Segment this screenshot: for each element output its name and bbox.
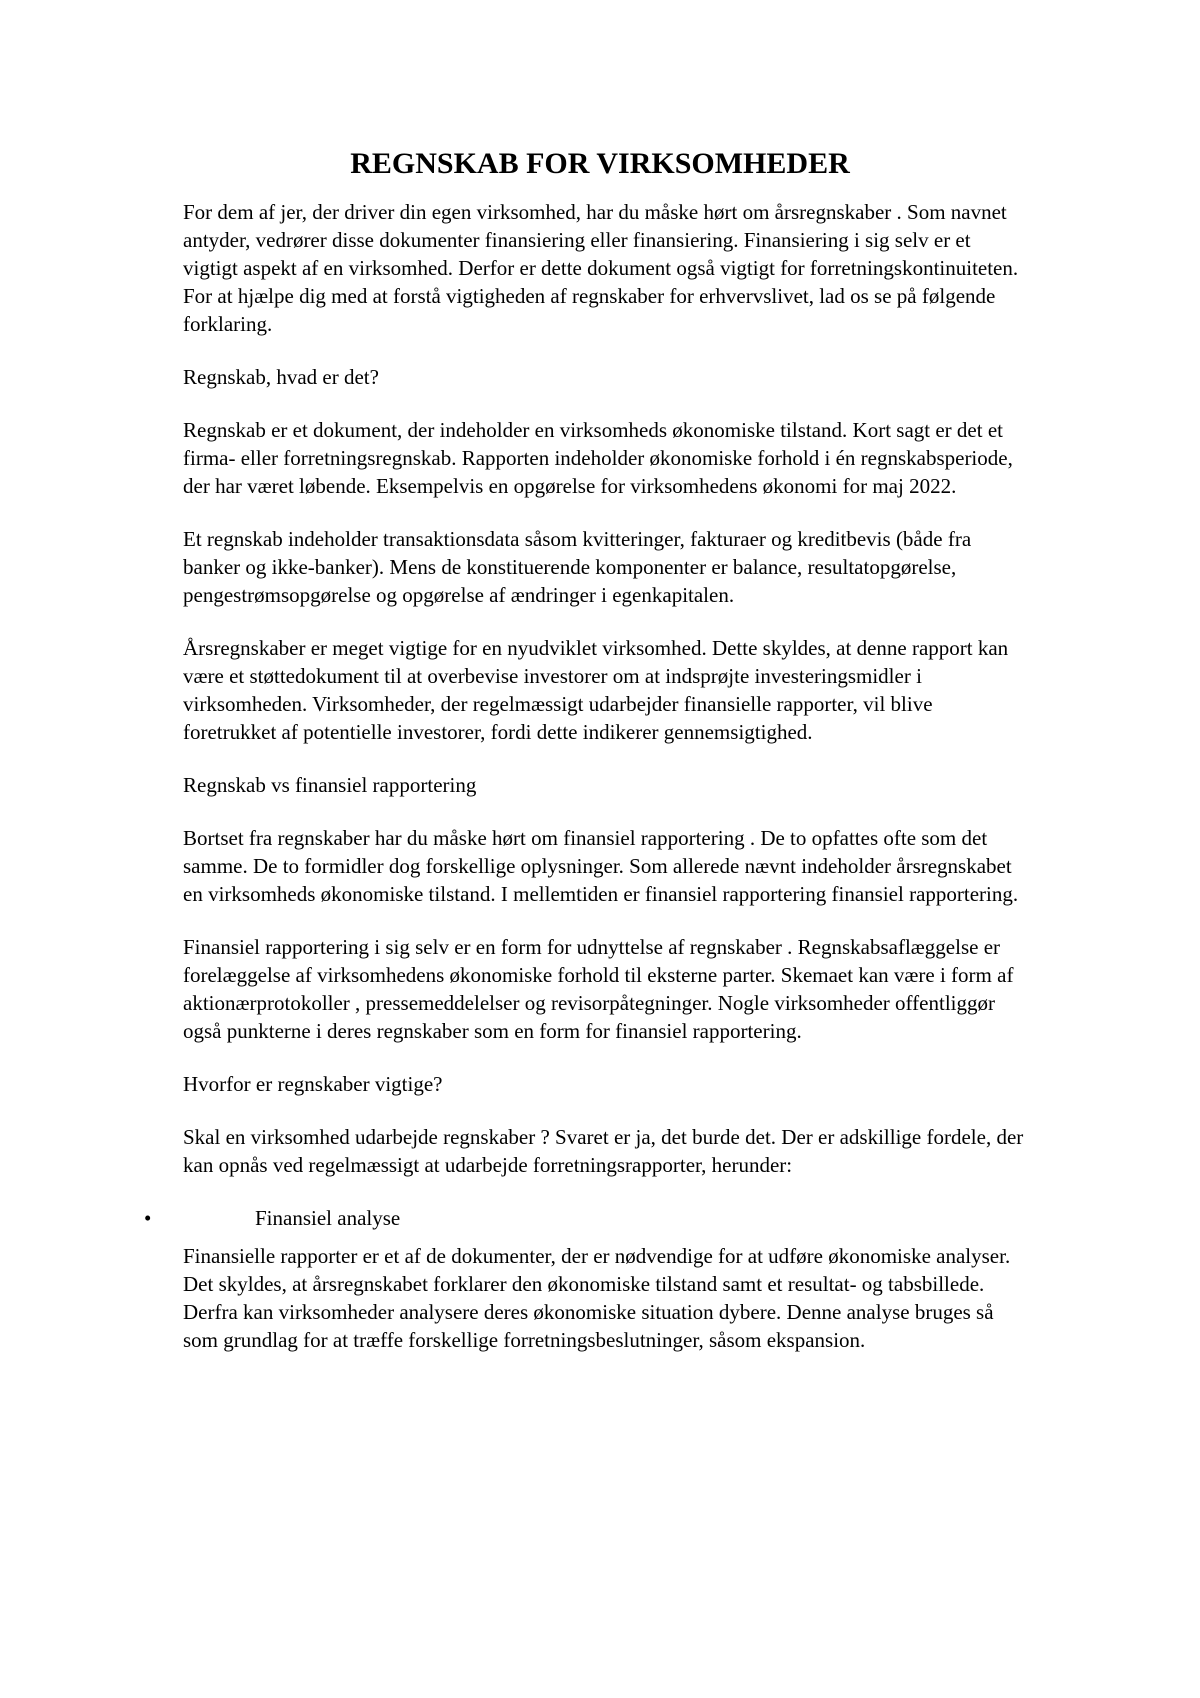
bullet-dot-icon: • [144,1206,152,1230]
paragraph-financial-reporting: Finansiel rapportering i sig selv er en form for udnyttelse af regnskaber . Regnskabsaflæggelse er forelæggelse af virksomhedens økonomiske forhold til eksterne parter. Skemaet kan være i form af aktionærprotokoller , pressemeddelelser og revisorpåtegninger. Nogle virksomheder offentliggør også punkterne i deres regnskaber som en form for finansiel rapportering. [183,935,1014,1043]
paragraph-financial-analysis: Finansielle rapporter er et af de dokumenter, der er nødvendige for at udføre økonomiske analyser. Det skyldes, at årsregnskabet forklarer den økonomiske tilstand samt et resultat- og tabsbillede. Derfra kan virksomheder analysere deres økonomiske situation dybere. Denne analyse bruges så som grundlag for at træffe forskellige forretningsbeslutninger, såsom ekspansion. [183,1244,1011,1352]
section-heading-what-is-accounting: Regnskab, hvad er det? [183,365,379,389]
document-title: REGNSKAB FOR VIRKSOMHEDER [350,147,850,180]
paragraph-definition: Regnskab er et dokument, der indeholder en virksomheds økonomiske tilstand. Kort sagt er det et firma- eller forretningsregnskab. Rapporten indeholder økonomiske forhold i én regnskabsperiode, der har været løbende. Eksempelvis en opgørelse for virksomhedens økonomi for maj 2022. [183,418,1013,498]
bullet-item-label: Finansiel analyse [255,1206,401,1230]
paragraph-difference: Bortset fra regnskaber har du måske hørt om finansiel rapportering . De to opfattes ofte som det samme. De to formidler dog forskellige oplysninger. Som allerede nævnt indeholder årsregnskabet en virksomheds økonomiske tilstand. I mellemtiden er finansiel rapportering finansiel rapportering. [183,826,1019,906]
intro-paragraph: For dem af jer, der driver din egen virksomhed, har du måske hørt om årsregnskaber . Som navnet antyder, vedrører disse dokumenter finansiering eller finansiering. Finansiering i sig selv er et vigtigt aspekt af en virksomhed. Derfor er dette dokument også vigtigt for forretningskontinuiteten. For at hjælpe dig med at forstå vigtigheden af regnskaber for erhvervslivet, lad os se på følgende forklaring. [183,200,1019,336]
section-heading-why-important: Hvorfor er regnskaber vigtige? [183,1072,443,1096]
paragraph-benefits: Skal en virksomhed udarbejde regnskaber ? Svaret er ja, det burde det. Der er adskillige fordele, der kan opnås ved regelmæssigt at udarbejde forretningsrapporter, herunder: [183,1125,1024,1177]
section-heading-accounting-vs-reporting: Regnskab vs finansiel rapportering [183,773,477,797]
paragraph-importance-new-business: Årsregnskaber er meget vigtige for en nyudviklet virksomhed. Dette skyldes, at denne rapport kan være et støttedokument til at overbevise investorer om at indsprøjte investeringsmidler i virksomheden. Virksomheder, der regelmæssigt udarbejder finansielle rapporter, vil blive foretrukket af potentielle investorer, fordi dette indikerer gennemsigtighed. [183,636,1009,744]
bullet-item-financial-analysis [144,1204,1030,1232]
paragraph-contents: Et regnskab indeholder transaktionsdata såsom kvitteringer, fakturaer og kreditbevis (både fra banker og ikke-banker). Mens de konstituerende komponenter er balance, resultatopgørelse, pengestrømsopgørelse og opgørelse af ændringer i egenkapitalen. [183,527,972,607]
